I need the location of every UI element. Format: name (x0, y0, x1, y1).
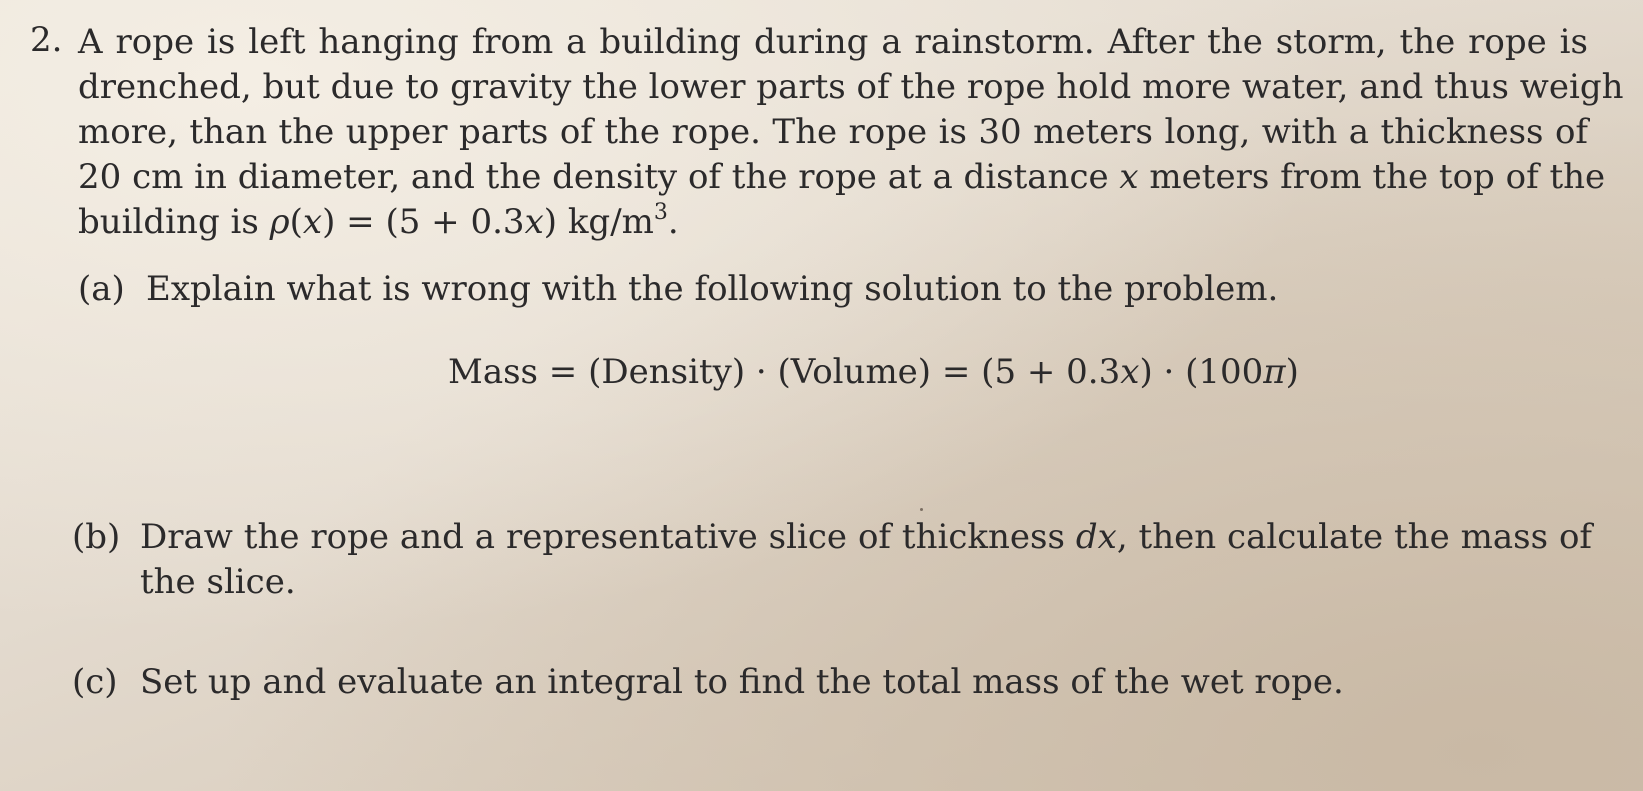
density-symbol: ρ (269, 202, 290, 242)
problem-number: 2. (30, 20, 63, 60)
variable-x: x (1119, 157, 1139, 197)
part-b-line-2: the slice. (140, 562, 296, 602)
formula-end: ) (1285, 352, 1299, 392)
density-paren-open: ( (289, 202, 303, 242)
wrong-solution-formula (448, 352, 1299, 392)
part-b-line-1 (72, 515, 1592, 560)
density-variable-x: x (302, 202, 323, 242)
part-b (72, 515, 1592, 605)
part-a (78, 267, 1278, 312)
part-b-variable-dx: dx (1075, 517, 1117, 557)
part-c-text: Set up and evaluate an integral to find the total mass of the wet rope. (140, 662, 1344, 702)
part-b-label: (b) (72, 517, 121, 557)
problem-line-4-text-end: meters from the top of the (1138, 157, 1606, 197)
problem-line-2: drenched, but due to gravity the lower parts of the rope hold more water, and thus weigh (78, 67, 1624, 107)
density-variable-x-2: x (524, 202, 544, 242)
formula-start: Mass = (Density) · (Volume) = (5 + 0.3 (448, 352, 1121, 392)
formula-middle: ) · (100 (1139, 352, 1264, 392)
part-c-label: (c) (72, 662, 118, 702)
problem-line-4-text-start: 20 cm in diameter, and the density of the rope at a distance (78, 157, 1120, 197)
part-a-text: Explain what is wrong with the following solution to the problem. (146, 269, 1279, 309)
problem-line-1: A rope is left hanging from a building during a rainstorm. After the storm, the rope is (78, 22, 1588, 62)
problem-statement (78, 20, 1624, 245)
part-b-text-end: , then calculate the mass of (1116, 517, 1592, 557)
part-b-text-start: Draw the rope and a representative slice of thickness (140, 517, 1076, 557)
paper-speck (920, 508, 923, 511)
density-expression: ) = (5 + 0.3 (322, 202, 525, 242)
problem-line-4 (78, 155, 1606, 200)
density-units: ) kg/m (543, 202, 654, 242)
density-units-exponent: 3 (653, 200, 668, 225)
formula-pi: π (1263, 352, 1286, 392)
formula-variable-x: x (1120, 352, 1140, 392)
part-a-label: (a) (78, 269, 125, 309)
problem-line-5 (78, 200, 1588, 245)
problem-line-5-text: building is (78, 202, 270, 242)
problem-line-5-end: . (667, 202, 679, 242)
part-c (72, 660, 1344, 705)
problem-line-3: more, than the upper parts of the rope. The rope is 30 meters long, with a thickness of (78, 112, 1588, 152)
